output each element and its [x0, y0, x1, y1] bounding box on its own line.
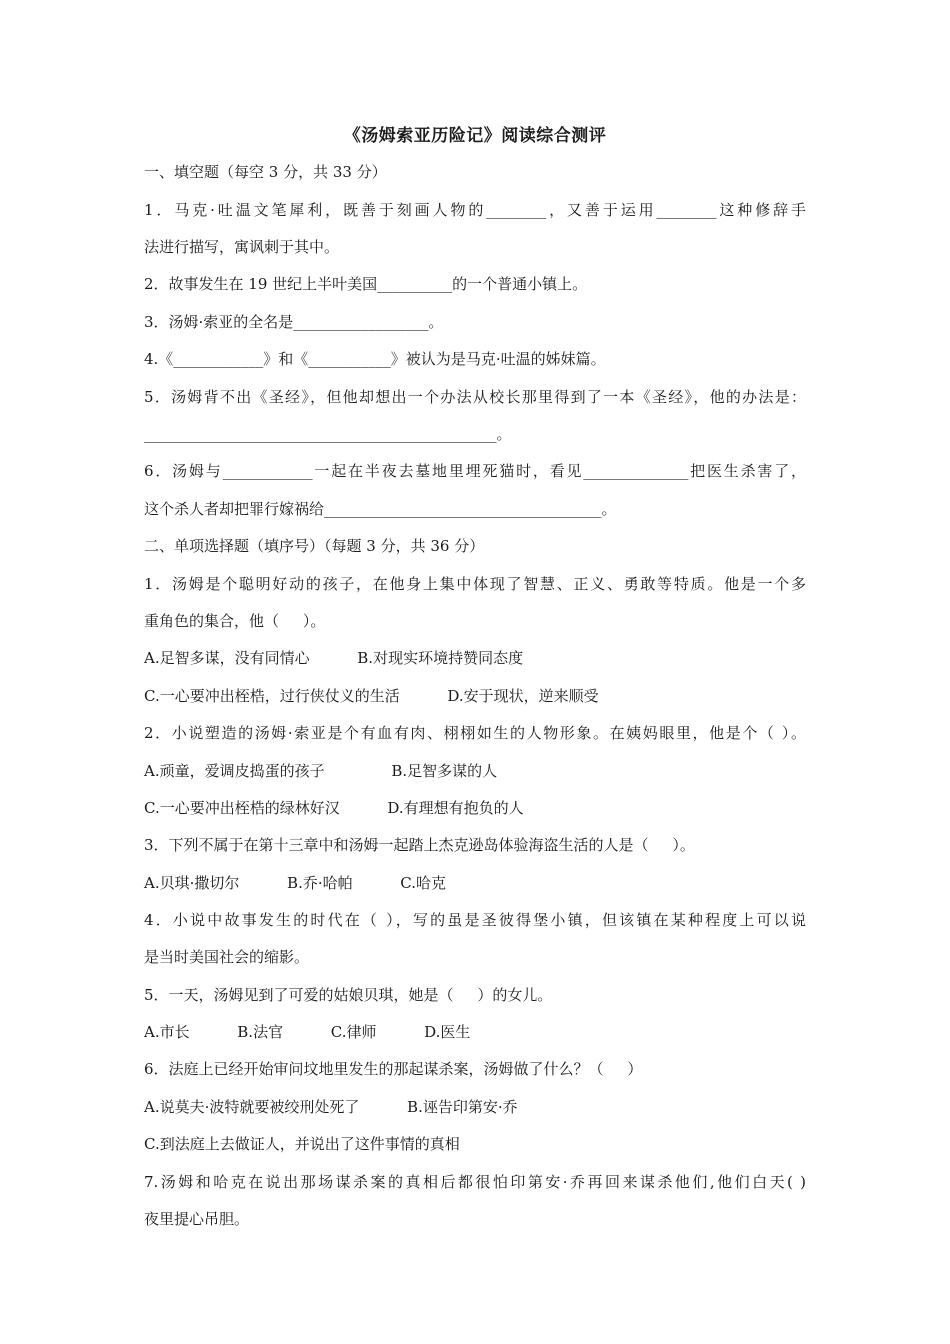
- document-title: 《汤姆索亚历险记》阅读综合测评: [343, 126, 607, 146]
- question-line: 4.《____________》和《___________》被认为是马克·吐温的姊妹篇。: [144, 350, 606, 368]
- section-heading-multiple-choice: 二、单项选择题（填序号）（每题 3 分，共 36 分）: [144, 537, 485, 555]
- question-line: 4．小说中故事发生的时代在（ ），写的虽是圣彼得堡小镇，但该镇在某种程度上可以说: [144, 911, 806, 929]
- option-line: A.足智多谋，没有同情心 B.对现实环境持赞同态度: [144, 649, 524, 667]
- answer-blank-line: _______________________________________________。: [144, 425, 512, 443]
- section-heading-fill-in: 一、填空题（每空 3 分，共 33 分）: [144, 163, 387, 181]
- question-line: 2．故事发生在 19 世纪上半叶美国__________的一个普通小镇上。: [144, 275, 588, 293]
- option-line: A.市长 B.法官 C.律师 D.医生: [144, 1023, 471, 1041]
- option-line: C.一心要冲出桎梏的绿林好汉 D.有理想有抱负的人: [144, 799, 524, 817]
- question-line: 6．法庭上已经开始审问坟地里发生的那起谋杀案，汤姆做了什么？（ ）: [144, 1060, 643, 1078]
- question-line: 是当时美国社会的缩影。: [144, 948, 310, 966]
- option-line: C.一心要冲出桎梏，过行侠仗义的生活 D.安于现状，逆来顺受: [144, 687, 599, 705]
- option-line: A.说莫夫·波特就要被绞刑处死了 B.诬告印第安·乔: [144, 1098, 518, 1116]
- question-line: 6．汤姆与____________一起在半夜去墓地里埋死猫时，看见______________把医生杀害了，: [144, 462, 806, 480]
- question-line: 夜里提心吊胆。: [144, 1210, 250, 1228]
- question-line: 2．小说塑造的汤姆·索亚是个有血有肉、栩栩如生的人物形象。在姨妈眼里，他是个（ ）。: [144, 724, 806, 742]
- question-line: 1．汤姆是个聪明好动的孩子，在他身上集中体现了智慧、正义、勇敢等特质。他是一个多: [144, 575, 806, 593]
- option-line: A.顽童，爱调皮捣蛋的孩子 B.足智多谋的人: [144, 762, 498, 780]
- question-line: 3．下列不属于在第十三章中和汤姆一起踏上杰克逊岛体验海盗生活的人是（ ）。: [144, 836, 695, 854]
- question-line: 法进行描写，寓讽刺于其中。: [144, 238, 340, 256]
- question-line: 1．马克·吐温文笔犀利，既善于刻画人物的________，又善于运用________这种修辞手: [144, 201, 806, 219]
- question-line: 5．汤姆背不出《圣经》，但他却想出一个办法从校长那里得到了一本《圣经》，他的办法是：: [144, 388, 806, 406]
- question-line: 5．一天，汤姆见到了可爱的姑娘贝琪，她是（ ）的女儿。: [144, 986, 553, 1004]
- question-line: 这个杀人者却把罪行嫁祸给_____________________________________。: [144, 500, 617, 518]
- question-line: 3．汤姆·索亚的全名是__________________。: [144, 313, 444, 331]
- question-line: 重角色的集合，他（ ）。: [144, 612, 326, 630]
- question-line: 7.汤姆和哈克在说出那场谋杀案的真相后都很怕印第安·乔再回来谋杀他们,他们白天( ): [144, 1173, 806, 1191]
- option-line: A.贝琪·撒切尔 B.乔·哈帕 C.哈克: [144, 874, 447, 892]
- option-line: C.到法庭上去做证人，并说出了这件事情的真相: [144, 1135, 460, 1153]
